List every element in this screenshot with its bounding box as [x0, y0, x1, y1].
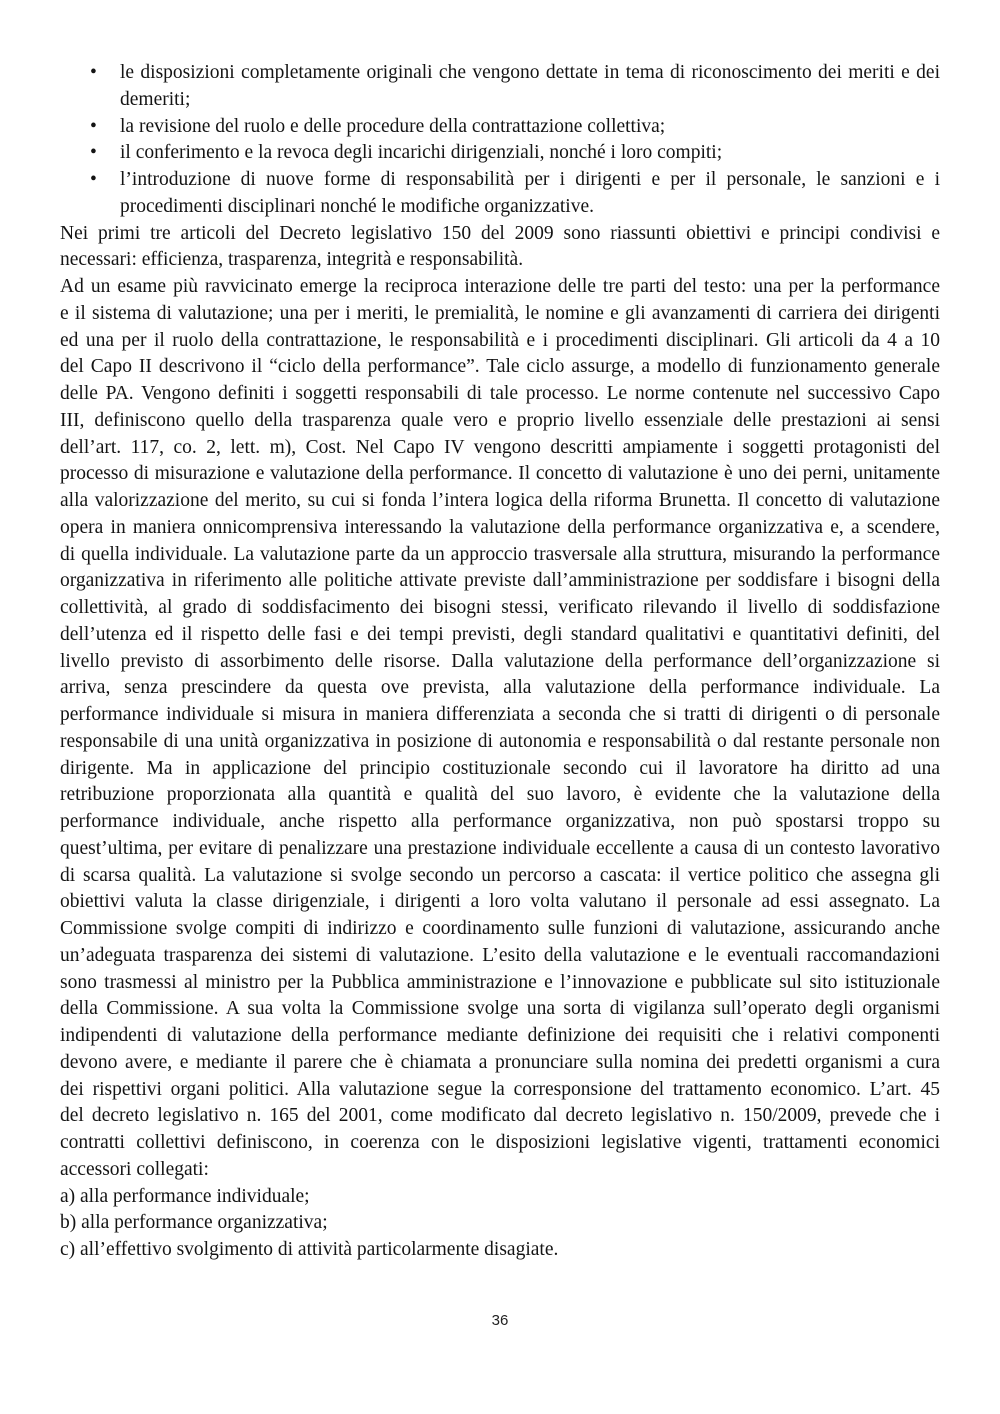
text-line: l’introduzione di nuove forme di responsabilità per i dirigenti e per il personale, le sanzioni e i [120, 169, 940, 190]
text-line: della Commissione. A sua volta la Commissione svolge una sorta di vigilanza sull’operato degli organismi [60, 998, 940, 1020]
bullet-icon [90, 114, 97, 141]
bullet-icon [90, 140, 97, 167]
text-line: le disposizioni completamente originali che vengono dettate in tema di riconoscimento dei meriti e dei [120, 62, 940, 83]
text-line: indipendenti di valutazione della performance mediante definizione dei requisiti che i relativi componenti [60, 1025, 940, 1046]
text-line: e il sistema di valutazione; una per i meriti, le premialità, le nomine e gli avanzamenti di carriera dei dirigenti [60, 302, 940, 324]
text-line: di quella individuale. La valutazione parte da un approccio trasversale alla struttura, misurando la performance [60, 543, 940, 565]
text-line: contratti collettivi definiscono, in coerenza con le disposizioni legislative vigenti, trattamenti economici [60, 1132, 940, 1153]
text-line: retribuzione proporzionata alla quantità e qualità del suo lavoro, è evidente che la valutazione della [60, 784, 940, 806]
text-line: necessari: efficienza, trasparenza, integrità e responsabilità. [60, 249, 524, 271]
bullet-list [60, 60, 940, 221]
text-line: collettività, al grado di soddisfacimento dei bisogni stessi, verificato rilevando il livello di soddisfazione [60, 597, 940, 618]
text-line: delle PA. Vengono definiti i soggetti responsabili di tale processo. Le norme contenute nel successivo Capo [60, 383, 940, 404]
text-line: sono trasmessi al ministro per la Pubblica amministrazione e l’innovazione e pubblicate sul sito istituzionale [60, 971, 940, 993]
paragraphs [60, 221, 940, 1184]
text-line: Commissione svolge compiti di indirizzo e coordinamento sulle funzioni di valutazione, assicurando anche [60, 918, 940, 939]
text-line: obiettivi valuta la classe dirigenziale, i dirigenti a loro volta valutano il personale ad essi assegnato. La [60, 891, 940, 913]
enumerated-list-item: b) alla performance organizzativa; [60, 1212, 328, 1234]
text-line: performance individuale si misura in maniera differenziata a seconda che si tratti di dirigenti o di personale [60, 704, 940, 725]
text-line: ed una per il ruolo della contrattazione, le responsabilità e i procedimenti disciplinari. Gli articoli da 4 a 10 [60, 329, 940, 351]
text-line: alla valorizzazione del merito, su cui si fonda l’intera logica della riforma Brunetta. Il concetto di valutazione [60, 490, 940, 511]
text-line: dell’art. 117, co. 2, lett. m), Cost. Nel Capo IV vengono descritti ampiamente i soggetti protagonisti del [60, 436, 940, 458]
text-line: processo di misurazione e valutazione della performance. Il concetto di valutazione è uno dei perni, unitamente [60, 463, 940, 485]
text-line: livello previsto di assorbimento delle risorse. Dalla valutazione della performance dell’organizzazione si [60, 650, 940, 672]
bullet-list-item [60, 60, 940, 114]
text-line: arriva, senza prescindere da questa ove prevista, alla valutazione della performance individuale. La [60, 677, 940, 699]
text-line: Nei primi tre articoli del Decreto legislativo 150 del 2009 sono riassunti obiettivi e principi condivisi e [60, 222, 940, 244]
bullet-icon [90, 167, 97, 194]
enumerated-list-item: a) alla performance individuale; [60, 1185, 310, 1207]
enumerated-list-item: c) all’effettivo svolgimento di attività particolarmente disagiate. [60, 1239, 559, 1260]
enumerated-list [60, 1184, 940, 1264]
text-line: accessori collegati: [60, 1158, 209, 1180]
text-line: devono avere, e mediante il parere che è chiamata a pronunciare sulla nomina dei predetti organismi a cura [60, 1051, 940, 1073]
text-line: III, definiscono quello della trasparenza quale vero e proprio livello essenziale delle prestazioni ai sensi [60, 409, 940, 431]
text-line: performance individuale, anche rispetto alla performance organizzativa, non può spostarsi troppo su [60, 811, 940, 832]
text-line: demeriti; [120, 88, 191, 110]
bullet-icon [90, 60, 97, 87]
text-line: Ad un esame più ravvicinato emerge la reciproca interazione delle tre parti del testo: una per la performance [60, 276, 940, 297]
text-line: dell’utenza ed il rispetto delle fasi e dei tempi previsti, degli standard qualitativi e quantitativi definiti, del [60, 623, 940, 645]
text-line: opera in maniera onnicomprensiva interessando la valutazione della performance organizzativa e, a scendere, [60, 516, 940, 538]
paragraph [60, 221, 940, 275]
text-line: procedimenti disciplinari nonché le modifiche organizzative. [120, 195, 594, 217]
text-line: un’adeguata trasparenza dei sistemi di valutazione. L’esito della valutazione e le eventuali raccomandazioni [60, 944, 940, 966]
page-number: 36 [491, 1312, 509, 1329]
page-body [60, 60, 940, 1264]
text-line: del Capo II descrivono il “ciclo della performance”. Tale ciclo assurge, a modello di funzionamento generale [60, 356, 940, 378]
text-line: organizzativa in riferimento alle politiche attivate previste dall’amministrazione per soddisfare i bisogni della [60, 570, 940, 592]
text-line: responsabile di una unità organizzativa in posizione di autonomia e responsabilità o dal restante personale non [60, 730, 940, 752]
text-line: dirigente. Ma in applicazione del principio costituzionale secondo cui il lavoratore ha diritto ad una [60, 757, 940, 779]
text-line: di scarsa qualità. La valutazione si svolge secondo un percorso a cascata: il vertice politico che assegna gli [60, 864, 940, 886]
text-line: il conferimento e la revoca degli incarichi dirigenziali, nonché i loro compiti; [120, 142, 723, 164]
text-line: del decreto legislativo n. 165 del 2001, come modificato dal decreto legislativo n. 150/2009, prevede che i [60, 1105, 940, 1127]
text-line: quest’ultima, per evitare di penalizzare una prestazione individuale eccellente a causa di un contesto lavorativo [60, 837, 940, 859]
text-line: dei rispettivi organi politici. Alla valutazione segue la corresponsione del trattamento economico. L’art. 45 [60, 1078, 940, 1100]
text-line: la revisione del ruolo e delle procedure della contrattazione collettiva; [120, 115, 666, 137]
bullet-list-item [60, 114, 940, 141]
bullet-list-item [60, 167, 940, 221]
bullet-list-item [60, 140, 940, 167]
paragraph [60, 274, 940, 1184]
